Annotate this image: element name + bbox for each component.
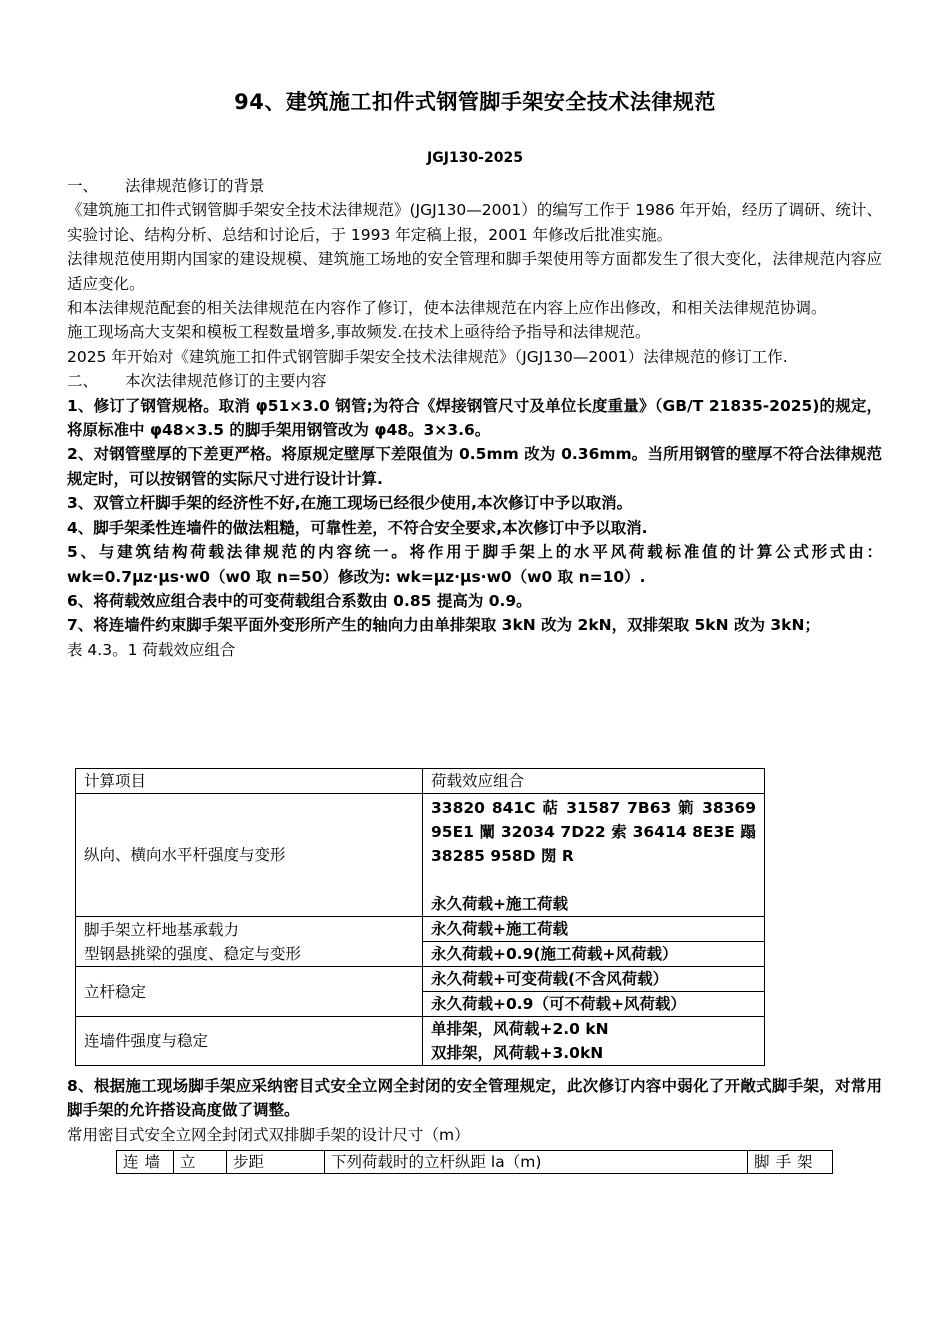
table-cell: 永久荷载+0.9(施工荷载+风荷载）	[423, 942, 765, 967]
table-cell: 永久荷载+施工荷载	[423, 917, 765, 942]
table-header-cell: 立	[174, 1151, 227, 1174]
item-5-mid: 修改为:	[338, 567, 391, 586]
table-cell	[423, 1017, 765, 1066]
table-cell: 永久荷载+0.9（可不荷载+风荷载）	[423, 992, 765, 1017]
load-combination-table	[75, 768, 765, 1066]
list-item: 8、根据施工现场脚手架应采纳密目式安全立网全封闭的安全管理规定，此次修订内容中弱化了开敞式脚手架，对常用脚手架的允许搭设高度做了调整。	[67, 1077, 882, 1120]
paragraph: 2025 年开始对《建筑施工扣件式钢管脚手架安全技术法律规范》（JGJ130—2001）法律规范的修订工作.	[67, 347, 788, 366]
table-row	[76, 917, 765, 942]
table-header-cell: 荷载效应组合	[423, 769, 765, 794]
table-cell	[423, 794, 765, 917]
document-body	[67, 174, 882, 662]
section-2-heading	[67, 369, 882, 393]
document-body-continued	[67, 1074, 882, 1147]
item-5-formula-new: wk=μz·μs·w0（w0 取 n=10）.	[396, 567, 646, 586]
section-1-number: 一、	[67, 177, 99, 195]
table-cell-line: 脚手架立杆地基承载力	[84, 920, 240, 939]
list-item: 1、修订了钢管规格。取消 φ51×3.0 钢管;为符合《焊接钢管尺寸及单位长度重量》（GB/T 21835-2025)的规定，将原标准中 φ48×3.5 的脚手架用钢管改为 φ48。3×3.6。	[67, 396, 882, 440]
table-header-row	[76, 769, 765, 794]
section-2-number: 二、	[67, 372, 99, 391]
paragraph: 和本法律规范配套的相关法律规范在内容作了修订，使本法律规范在内容上应作出修改，和相关法律规范协调。	[67, 299, 827, 318]
section-1-heading	[67, 174, 882, 198]
table-cell: 连墙件强度与稳定	[76, 1017, 423, 1066]
section-2-title: 本次法律规范修订的主要内容	[125, 372, 327, 391]
table-caption: 表 4.3。1 荷载效应组合	[67, 640, 236, 659]
garbled-text: 33820 841C 萜 31587 7B63 箣 38369 95E1 闡 32034 7D22 索 36414 8E3E 蹋 38285 958D 閍 R	[431, 799, 756, 865]
spacer	[431, 868, 756, 892]
table-cell: 永久荷载+可变荷载(不含风荷载）	[423, 967, 765, 992]
table-header-cell: 计算项目	[76, 769, 423, 794]
table-header-cell: 下列荷载时的立杆纵距 la（m)	[325, 1151, 748, 1174]
scaffold-dimension-table	[116, 1150, 833, 1174]
list-item: 2、对钢管壁厚的下差更严格。将原规定壁厚下差限值为 0.5mm 改为 0.36mm。当所用钢管的壁厚不符合法律规范规定时，可以按钢管的实际尺寸进行设计计算.	[67, 445, 882, 488]
table-row	[76, 794, 765, 917]
list-item: 3、双管立杆脚手架的经济性不好,在施工现场已经很少使用,本次修订中予以取消。	[67, 494, 633, 513]
table-cell-line: 双排架，风荷载+3.0kN	[431, 1044, 604, 1062]
standard-code: JGJ130-2025	[427, 150, 523, 166]
table-header-row	[117, 1151, 833, 1174]
list-item: 6、将荷载效应组合表中的可变荷载组合系数由 0.85 提高为 0.9。	[67, 591, 532, 610]
table-caption: 常用密目式安全立网全封闭式双排脚手架的设计尺寸（m）	[67, 1125, 470, 1144]
table-row	[76, 1017, 765, 1066]
paragraph: 法律规范使用期内国家的建设规模、建筑施工场地的安全管理和脚手架使用等方面都发生了很大变化，法律规范内容应适应变化。	[67, 250, 882, 293]
table-header-cell: 脚手架	[748, 1151, 833, 1174]
paragraph: 施工现场高大支架和模板工程数量增多,事故频发.在技术上亟待给予指导和法律规范。	[67, 323, 651, 342]
list-item: 4、脚手架柔性连墙件的做法粗糙，可靠性差，不符合安全要求,本次修订中予以取消.	[67, 518, 648, 537]
table-cell-line: 型钢悬挑梁的强度、稳定与变形	[84, 944, 302, 963]
item-5-formula-old: wk=0.7μz·μs·w0（w0 取 n=50）	[67, 567, 339, 586]
page-title: 94、建筑施工扣件式钢管脚手架安全技术法律规范	[234, 90, 716, 114]
table-cell: 立杆稳定	[76, 967, 423, 1017]
list-item: 7、将连墙件约束脚手架平面外变形所产生的轴向力由单排架取 3kN 改为 2kN，双排架取 5kN 改为 3kN；	[67, 616, 820, 635]
item-5-text: 5、与建筑结构荷载法律规范的内容统一。将作用于脚手架上的水平风荷载标准值的计算公式形式由：	[67, 543, 882, 562]
paragraph: 《建筑施工扣件式钢管脚手架安全技术法律规范》(JGJ130—2001）的编写工作于 1986 年开始，经历了调研、统计、实验讨论、结构分析、总结和讨论后，于 1993 年定稿上报，2001 年修改后批准实施。	[67, 201, 882, 244]
table-cell-value: 永久荷载+施工荷载	[431, 895, 568, 913]
table-row	[76, 967, 765, 992]
table-cell-line: 单排架，风荷载+2.0 kN	[431, 1020, 609, 1038]
section-1-title: 法律规范修订的背景	[125, 177, 265, 195]
table-cell	[76, 917, 423, 967]
list-item-5	[67, 540, 882, 589]
table-header-cell: 步距	[227, 1151, 325, 1174]
table-header-cell: 连墙	[117, 1151, 174, 1174]
table-cell: 纵向、横向水平杆强度与变形	[76, 794, 423, 917]
